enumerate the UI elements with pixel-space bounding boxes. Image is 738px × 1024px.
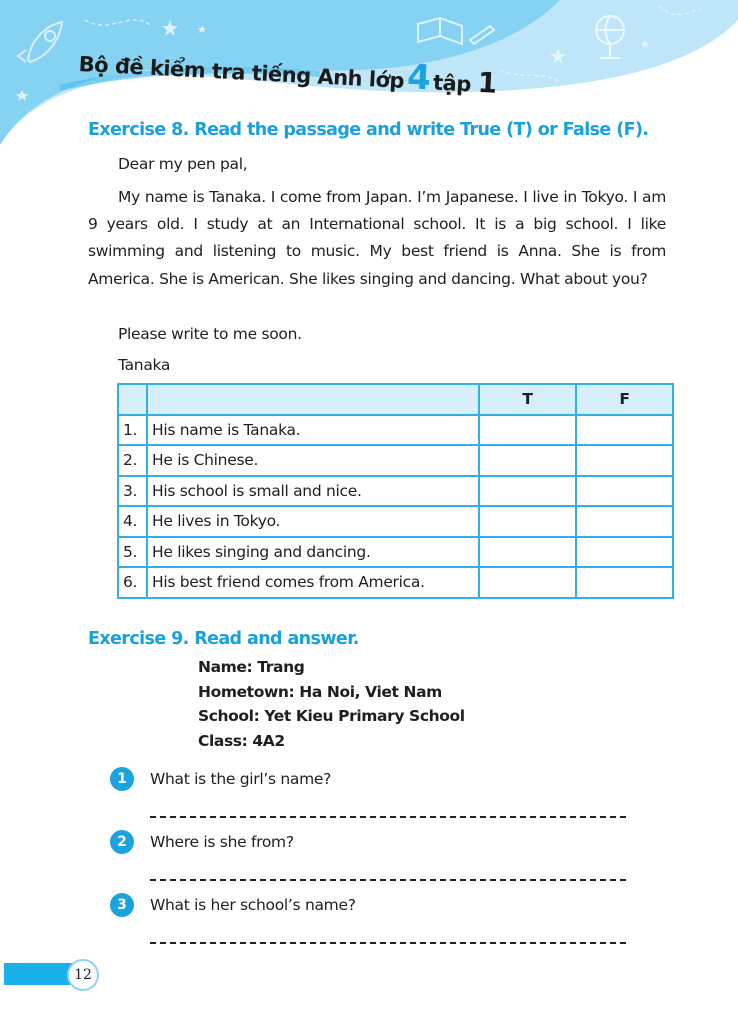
false-answer-cell[interactable]	[576, 445, 673, 476]
answer-line-1[interactable]	[150, 816, 626, 818]
true-answer-cell[interactable]	[479, 567, 576, 598]
question-number-badge: 1	[110, 767, 134, 791]
question-1	[110, 767, 331, 791]
question-text: Where is she from?	[150, 833, 294, 851]
true-answer-cell[interactable]	[479, 537, 576, 568]
question-2	[110, 830, 294, 854]
title-volume-label: tập	[432, 70, 472, 97]
table-row	[118, 445, 673, 476]
page-number-tab	[4, 959, 104, 989]
true-false-table	[117, 383, 674, 599]
exercise-9-title: Exercise 9. Read and answer.	[88, 629, 359, 649]
title-prefix: Bộ đề kiểm tra tiếng Anh lớp	[78, 51, 405, 93]
row-statement: His school is small and nice.	[147, 476, 479, 507]
true-answer-cell[interactable]	[479, 476, 576, 507]
row-statement: He is Chinese.	[147, 445, 479, 476]
table-row	[118, 415, 673, 446]
true-answer-cell[interactable]	[479, 506, 576, 537]
info-class: Class: 4A2	[198, 732, 285, 750]
false-answer-cell[interactable]	[576, 506, 673, 537]
question-3	[110, 893, 356, 917]
info-school: School: Yet Kieu Primary School	[198, 707, 465, 725]
false-answer-cell[interactable]	[576, 537, 673, 568]
true-answer-cell[interactable]	[479, 415, 576, 446]
header-true: T	[479, 384, 576, 415]
table-row	[118, 537, 673, 568]
row-statement: His best friend comes from America.	[147, 567, 479, 598]
row-number: 1.	[118, 415, 147, 446]
table-row	[118, 506, 673, 537]
info-name: Name: Trang	[198, 658, 305, 676]
answer-line-2[interactable]	[150, 879, 626, 881]
row-statement: He lives in Tokyo.	[147, 506, 479, 537]
row-number: 5.	[118, 537, 147, 568]
header-false: F	[576, 384, 673, 415]
question-text: What is the girl’s name?	[150, 770, 332, 788]
question-text: What is her school’s name?	[150, 896, 356, 914]
row-number: 6.	[118, 567, 147, 598]
row-number: 2.	[118, 445, 147, 476]
row-statement: His name is Tanaka.	[147, 415, 479, 446]
exercise-8-title: Exercise 8. Read the passage and write True (T) or False (F).	[88, 120, 649, 140]
false-answer-cell[interactable]	[576, 415, 673, 446]
table-header-row	[118, 384, 673, 415]
table-row	[118, 567, 673, 598]
title-volume: 1	[476, 65, 498, 100]
letter-closing: Please write to me soon.	[118, 325, 302, 343]
header-num	[118, 384, 147, 415]
answer-line-3[interactable]	[150, 942, 626, 944]
true-answer-cell[interactable]	[479, 445, 576, 476]
row-number: 4.	[118, 506, 147, 537]
question-number-badge: 3	[110, 893, 134, 917]
letter-greeting: Dear my pen pal,	[118, 155, 248, 173]
table-row	[118, 476, 673, 507]
question-number-badge: 2	[110, 830, 134, 854]
page-number: 12	[67, 959, 99, 991]
false-answer-cell[interactable]	[576, 476, 673, 507]
false-answer-cell[interactable]	[576, 567, 673, 598]
row-statement: He likes singing and dancing.	[147, 537, 479, 568]
info-hometown: Hometown: Ha Noi, Viet Nam	[198, 683, 442, 701]
letter-body: My name is Tanaka. I come from Japan. I’m Japanese. I live in Tokyo. I am 9 years old. I study at an International school. It is a big school. I like swimming and listening to music. My best friend is Anna. She is from America. She is American. She likes singing and dancing. What about you?	[88, 188, 666, 288]
title-grade: 4	[406, 57, 432, 99]
letter-signature: Tanaka	[118, 356, 171, 374]
row-number: 3.	[118, 476, 147, 507]
header-statement	[147, 384, 479, 415]
